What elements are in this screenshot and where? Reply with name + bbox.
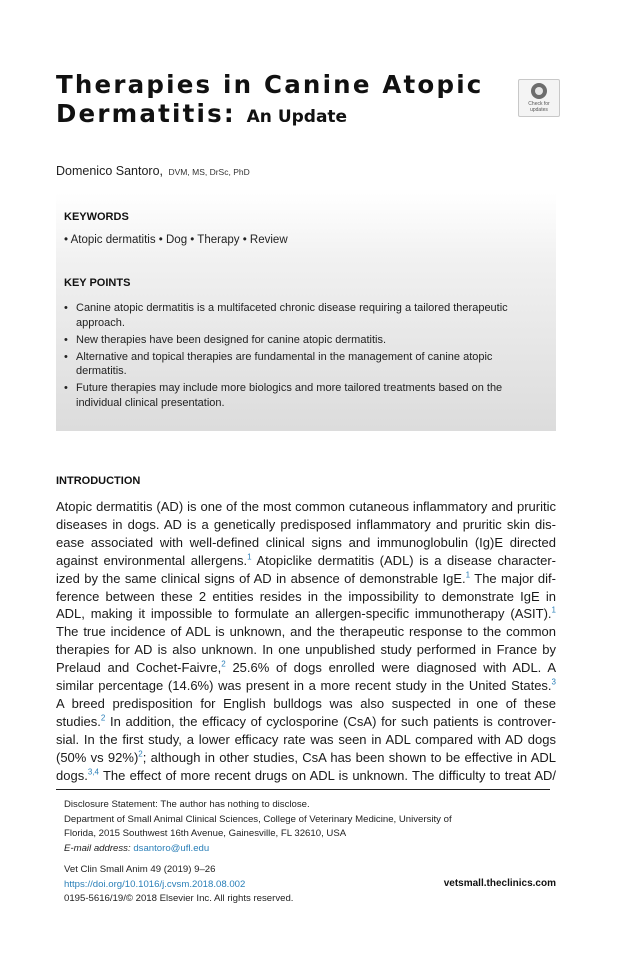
body-text: (50% vs 92%) <box>56 749 139 765</box>
body-line <box>56 498 556 516</box>
introduction-heading: INTRODUCTION <box>56 475 141 487</box>
body-line <box>56 605 556 623</box>
key-points-list <box>64 301 544 413</box>
copyright: 0195-5616/19/© 2018 Elsevier Inc. All rights reserved. <box>64 893 294 905</box>
key-point-line: approach. <box>76 316 125 329</box>
body-text: Prelaud and Cochet-Faivre, <box>56 660 222 676</box>
title-subtitle: An Update <box>246 107 348 127</box>
affiliation-line-1: Department of Small Animal Clinical Sciences, College of Veterinary Medicine, University of <box>64 813 452 825</box>
body-text: therapies for AD is also unknown. In one unpublished study performed in France by <box>56 642 556 658</box>
email-link[interactable]: dsantoro@ufl.edu <box>133 842 210 854</box>
body-line <box>56 767 556 785</box>
key-point-line: dermatitis. <box>76 365 127 377</box>
author-credentials: DVM, MS, DrSc, PhD <box>168 167 250 177</box>
body-text: similar percentage (14.6%) was present in a more recent study in the United States. <box>56 678 552 694</box>
update-badge-line1: Check for <box>528 101 550 107</box>
body-text: Atopiclike dermatitis (ADL) is a disease character- <box>251 552 556 568</box>
body-text: sial. In the first study, a lower efficacy rate was seen in ADL compared with AD dogs <box>56 731 556 747</box>
bullet-icon: • <box>64 382 68 394</box>
key-point-item <box>64 301 544 330</box>
key-point-item <box>64 333 544 348</box>
key-point-item <box>64 350 544 379</box>
body-text: dogs. <box>56 767 88 783</box>
affiliation-line-2: Florida, 2015 Southwest 16th Avenue, Gainesville, FL 32610, USA <box>64 828 347 840</box>
reference-link[interactable]: 1 <box>465 570 471 580</box>
update-badge-label <box>519 101 559 113</box>
title-line-1: Therapies in Canine Atopic <box>56 70 484 99</box>
update-badge-line2: updates <box>530 107 548 113</box>
author-name: Domenico Santoro, <box>56 164 164 178</box>
article-title <box>56 70 496 132</box>
key-point-line: New therapies have been designed for canine atopic dermatitis. <box>76 333 387 346</box>
reference-link[interactable]: 2 <box>100 713 106 723</box>
keywords-heading: KEYWORDS <box>64 211 129 223</box>
body-text: ized by the same clinical signs of AD in absence of demonstrable IgE. <box>56 570 466 586</box>
reference-link[interactable]: 2 <box>138 749 143 759</box>
introduction-body <box>56 498 556 785</box>
body-text: The effect of more recent drugs on ADL is unknown. The difficulty to treat AD/ <box>98 767 556 783</box>
reference-link[interactable]: 3 <box>551 677 556 687</box>
check-for-updates-button[interactable] <box>518 79 560 117</box>
bullet-icon: • <box>64 350 68 363</box>
body-text: The true incidence of ADL is unknown, and the therapeutic response to the common <box>56 624 556 640</box>
body-text: In addition, the efficacy of cyclosporine (CsA) for such patients is controver- <box>105 713 556 729</box>
body-line <box>56 588 556 606</box>
keywords-list: • Atopic dermatitis • Dog • Therapy • Review <box>64 234 288 246</box>
journal-citation: Vet Clin Small Anim 49 (2019) 9–26 <box>64 864 216 875</box>
title-line-2 <box>56 99 496 132</box>
reference-link[interactable]: 1 <box>247 552 252 562</box>
update-badge-icon <box>531 83 547 99</box>
body-line <box>56 731 556 749</box>
body-text: diseases in dogs. AD is a genetically predisposed inflammatory and pruritic skin dis- <box>56 516 556 532</box>
body-text: Atopic dermatitis (AD) is one of the most common cutaneous inflammatory and pruritic <box>56 499 556 514</box>
bullet-icon: • <box>64 333 68 346</box>
body-text: 25.6% of dogs enrolled were diagnosed with ADL. A <box>225 660 556 676</box>
reference-link[interactable]: 3,4 <box>87 767 99 777</box>
body-text: ease associated with well-defined clinical signs and immunoglobulin (Ig)E directed <box>56 534 556 550</box>
disclosure-statement: Disclosure Statement: The author has nothing to disclose. <box>64 799 310 810</box>
reference-link[interactable]: 2 <box>221 659 226 669</box>
body-line <box>56 659 556 677</box>
body-line <box>56 713 556 731</box>
title-main-end: Dermatitis: <box>56 99 236 128</box>
body-text: against environmental allergens. <box>56 552 248 568</box>
body-line <box>56 570 556 588</box>
body-line <box>56 623 556 641</box>
key-point-line: individual clinical presentation. <box>76 396 225 409</box>
footnote-divider <box>56 789 550 790</box>
body-line <box>56 516 556 534</box>
author-line <box>56 164 250 178</box>
email-label: E-mail address: <box>64 842 131 854</box>
body-text: studies. <box>56 713 101 729</box>
citation-block <box>64 863 293 907</box>
body-line <box>56 534 556 552</box>
journal-website: vetsmall.theclinics.com <box>443 878 556 889</box>
key-point-line: Alternative and topical therapies are fundamental in the management of canine atopic <box>76 350 493 363</box>
key-point-line: Canine atopic dermatitis is a multifaceted chronic disease requiring a tailored therapeutic <box>76 302 508 314</box>
body-line <box>56 552 556 570</box>
body-line <box>56 695 556 713</box>
body-line <box>56 677 556 695</box>
body-text: ADL, making it impossible to formulate an allergen-specific immunotherapy (ASIT). <box>56 606 552 622</box>
doi-link[interactable]: https://doi.org/10.1016/j.cvsm.2018.08.002 <box>64 878 246 890</box>
body-line <box>56 749 556 767</box>
body-line <box>56 641 556 659</box>
body-text: ; although in other studies, CsA has been shown to be effective in ADL <box>142 749 557 765</box>
body-text: ference between these 2 entities resides in the impossibility to demonstrate IgE in <box>56 588 556 604</box>
body-text: The major dif- <box>470 570 556 586</box>
bullet-icon: • <box>64 302 68 314</box>
reference-link[interactable]: 1 <box>551 606 556 616</box>
body-text: A breed predisposition for English bulldogs was also suspected in one of these <box>56 695 556 711</box>
key-point-item <box>64 381 544 410</box>
email-row <box>64 842 550 857</box>
footnotes <box>64 798 550 856</box>
key-points-heading: KEY POINTS <box>64 277 131 289</box>
key-point-line: Future therapies may include more biologics and more tailored treatments based on the <box>76 382 503 394</box>
